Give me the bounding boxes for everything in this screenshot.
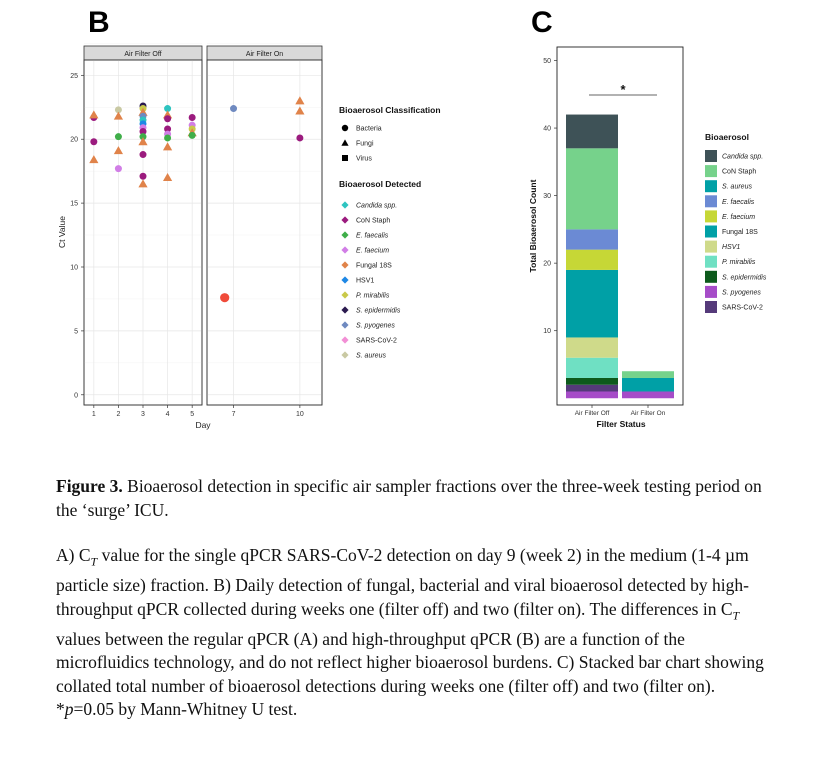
bar-segment [566, 385, 618, 392]
y-tick-label: 15 [70, 200, 78, 208]
caption-title-paragraph [56, 475, 776, 522]
data-point-circle [140, 151, 147, 158]
legend-detected-key [341, 276, 348, 283]
bar-segment [566, 115, 618, 149]
data-point-circle [296, 134, 303, 141]
caption-sub-t2: T [732, 608, 740, 622]
bar-segment [566, 337, 618, 357]
caption-p-italic: p [64, 699, 74, 719]
bar-segment [566, 270, 618, 338]
data-point-circle [189, 114, 196, 121]
x-tick-label: Air Filter On [630, 410, 666, 417]
legend-detected-label: Fungal 18S [356, 262, 392, 270]
data-point-circle [140, 173, 147, 180]
panel-b-letter: B [88, 6, 110, 39]
legend-detected-key [341, 321, 348, 328]
caption-sub-t1: T [90, 554, 98, 569]
x-tick-label: 7 [231, 411, 236, 418]
significance-star: * [620, 82, 626, 97]
legend-key [705, 241, 717, 253]
legend-key [705, 271, 717, 283]
legend-title: Bioaerosol [705, 132, 749, 142]
legend-label: Fungal 18S [722, 229, 758, 236]
caption-title: Bioaerosol detection in specific air sampler fractions over the three-week testing period on the ‘surge’ ICU. [56, 476, 762, 520]
legend-detected-key [341, 201, 348, 208]
legend-label: Candida spp. [722, 153, 764, 161]
legend-key [705, 286, 717, 298]
y-axis-title: Ct Value [57, 216, 67, 248]
legend-detected-key [341, 231, 348, 238]
legend-detected-key [341, 336, 348, 343]
legend-detected-label: Candida spp. [356, 202, 398, 210]
legend-classification-label: Virus [356, 155, 372, 163]
legend-label: E. faecium [722, 213, 756, 221]
x-axis-title: Day [195, 420, 211, 430]
data-point-circle [164, 134, 171, 141]
legend-label: SARS-CoV-2 [722, 304, 763, 312]
x-axis-title: Filter Status [596, 419, 646, 429]
legend-shape-triangle [341, 139, 348, 145]
stacked-bar-chart-c [505, 0, 828, 450]
facet-label: Air Filter Off [124, 51, 162, 58]
bar-segment [566, 148, 618, 229]
scatter-chart-b [0, 0, 520, 450]
legend-detected-label: S. pyogenes [356, 322, 395, 330]
caption-text-a-rest2: values between the regular qPCR (A) and high-throughput qPCR (B) are a function of the microfluidics technology, and do not reflect higher bioaerosol burdens. C) Stacked bar chart showing collated total number of bioaerosol detections during weeks one (filter off) and two (filter on). * [56, 628, 764, 719]
legend-detected-key [341, 216, 348, 223]
data-point-circle [220, 293, 229, 302]
legend-detected-label: P. mirabilis [356, 292, 390, 300]
legend-label: HSV1 [722, 244, 741, 252]
data-point-circle [230, 105, 237, 112]
bar-segment [566, 250, 618, 270]
legend-key [705, 180, 717, 192]
x-tick-label: 2 [116, 411, 121, 418]
x-tick-label: 4 [165, 411, 170, 418]
x-tick-label: 10 [295, 411, 304, 418]
y-tick-label: 20 [543, 260, 551, 268]
bar-segment [622, 391, 674, 398]
x-tick-label: 5 [190, 411, 195, 418]
legend-label: CoN Staph [722, 168, 757, 176]
legend-shape-square [342, 155, 348, 161]
legend-shape-circle [342, 125, 348, 131]
panel-c-letter: C [531, 6, 553, 39]
legend-detected-key [341, 291, 348, 298]
legend-detected-title: Bioaerosol Detected [339, 179, 422, 189]
legend-key [705, 150, 717, 162]
legend-classification-label: Bacteria [356, 125, 382, 133]
bar-segment [566, 378, 618, 385]
caption-body-paragraph [56, 544, 776, 722]
bar-segment [566, 358, 618, 378]
x-tick-label: 3 [141, 411, 145, 418]
bar-segment [622, 371, 674, 378]
x-tick-label: Air Filter Off [574, 410, 610, 417]
x-tick-label: 1 [91, 411, 96, 418]
y-tick-label: 10 [70, 264, 78, 272]
legend-detected-key [341, 351, 348, 358]
data-point-circle [115, 165, 122, 172]
legend-key [705, 165, 717, 177]
y-tick-label: 20 [70, 136, 78, 144]
legend-label: S. epidermidis [722, 274, 767, 282]
legend-key [705, 256, 717, 268]
legend-classification-label: Fungi [356, 140, 374, 148]
legend-detected-label: E. faecalis [356, 232, 389, 240]
caption-label: Figure 3. [56, 476, 123, 496]
y-tick-label: 0 [74, 392, 78, 400]
facet-label: Air Filter On [245, 51, 284, 58]
legend-detected-label: SARS-CoV-2 [356, 337, 397, 345]
legend-detected-label: E. faecium [356, 247, 390, 255]
bar-segment [566, 229, 618, 249]
legend-label: S. aureus [722, 183, 752, 191]
y-tick-label: 40 [543, 125, 551, 133]
legend-detected-label: HSV1 [356, 277, 375, 285]
legend-label: S. pyogenes [722, 289, 761, 297]
legend-detected-label: CoN Staph [356, 217, 391, 225]
legend-key [705, 210, 717, 222]
data-point-circle [164, 115, 171, 122]
y-tick-label: 50 [543, 58, 551, 66]
bar-segment [622, 378, 674, 392]
y-tick-label: 10 [543, 328, 551, 336]
legend-key [705, 195, 717, 207]
y-axis-title: Total Bioaerosol Count [528, 179, 538, 273]
y-tick-label: 30 [543, 193, 551, 201]
legend-detected-key [341, 306, 348, 313]
data-point-circle [189, 132, 196, 139]
caption-text-a-rest: value for the single qPCR SARS-CoV-2 detection on day 9 (week 2) in the medium (1-4 µm particle size) fraction. B) Daily detection of fungal, bacterial and viral bioaerosol detected by high-throughput qPCR collected during weeks one (filter off) and two (filter on). The differences in C [56, 545, 749, 619]
legend-label: P. mirabilis [722, 259, 756, 267]
data-point-circle [90, 138, 97, 145]
legend-detected-key [341, 261, 348, 268]
data-point-circle [115, 133, 122, 140]
figure-caption [56, 475, 776, 722]
y-tick-label: 25 [70, 72, 78, 80]
legend-key [705, 226, 717, 238]
legend-detected-label: S. epidermidis [356, 307, 401, 315]
caption-text-a: A) C [56, 545, 91, 565]
facet-panel [207, 60, 322, 405]
legend-key [705, 301, 717, 313]
y-tick-label: 5 [74, 328, 78, 336]
legend-label: E. faecalis [722, 198, 755, 206]
legend-detected-key [341, 246, 348, 253]
caption-p-rest: =0.05 by Mann-Whitney U test. [73, 699, 298, 719]
legend-classification-title: Bioaerosol Classification [339, 105, 441, 115]
bar-segment [566, 391, 618, 398]
legend-detected-label: S. aureus [356, 352, 386, 360]
